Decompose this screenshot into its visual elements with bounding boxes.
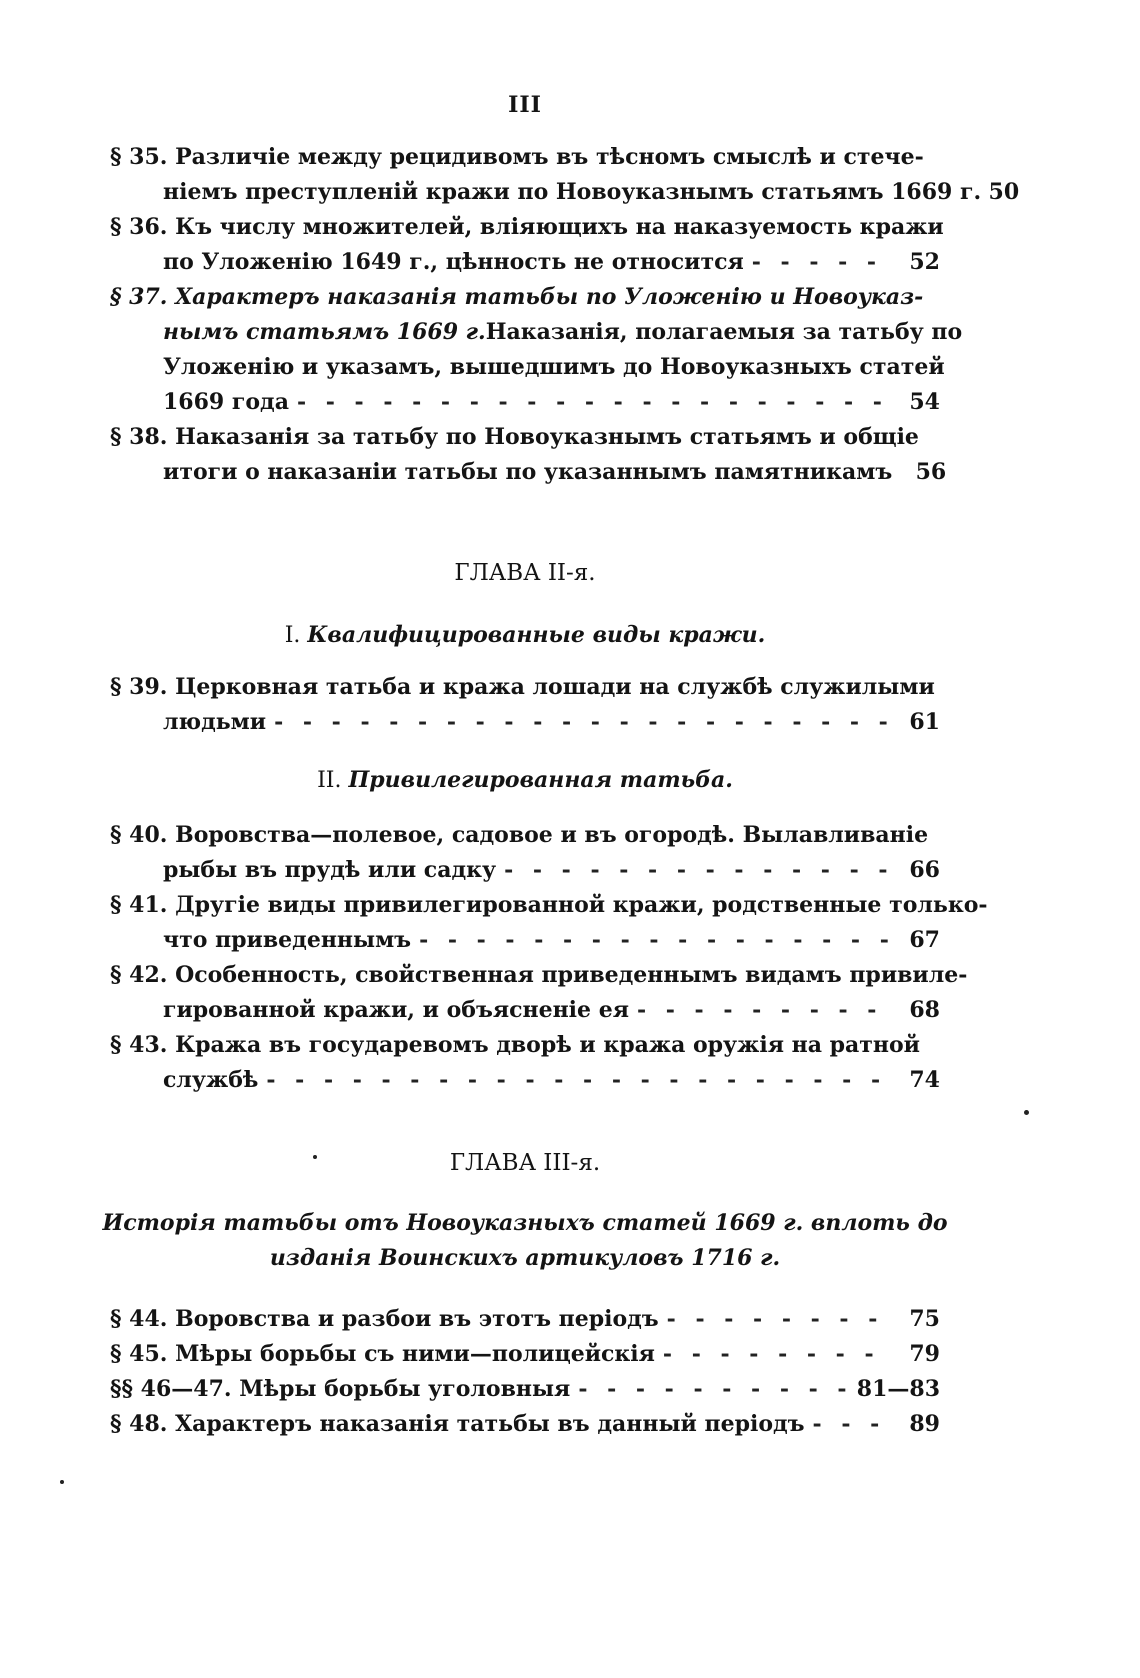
toc-block-2 — [110, 670, 940, 740]
section-title: Привилегированная татьба. — [348, 767, 733, 793]
toc-entry-39[interactable] — [110, 670, 940, 740]
entry-line: гированной кражи, и объясненіе ея — [163, 997, 629, 1023]
section-number: II. — [317, 768, 342, 793]
toc-entry-35[interactable] — [110, 140, 1020, 210]
entry-line: § 41. Другіе виды привилегированной кражи, родственные только- — [110, 892, 988, 918]
page-ref: 74 — [909, 1067, 940, 1093]
page-ref: 56 — [915, 459, 947, 485]
entry-line: людьми — [163, 709, 267, 735]
entry-line: ніемъ преступленій кражи по Новоуказнымъ статьямъ 1669 г. — [163, 179, 982, 205]
dot-leader — [637, 993, 894, 1028]
entry-line: §§ 46—47. Мѣры борьбы уголовныя — [110, 1376, 571, 1402]
entry-line: 1669 года — [163, 389, 289, 415]
entry-line: службѣ — [163, 1067, 259, 1093]
toc-entry-37[interactable] — [110, 280, 963, 420]
dot-leader — [419, 923, 894, 958]
entry-line: § 42. Особенность, свойственная приведеннымъ видамъ привиле- — [110, 962, 968, 988]
entry-line: § 45. Мѣры борьбы съ ними—полицейскія — [110, 1341, 655, 1367]
toc-entry-40[interactable] — [110, 818, 940, 888]
print-speck — [313, 1155, 317, 1159]
entry-line: § 40. Воровства—полевое, садовое и въ огородѣ. Вылавливаніе — [110, 822, 929, 848]
entry-line: по Уложенію 1649 г., цѣнность не относится — [163, 249, 744, 275]
section-number: I. — [284, 623, 301, 648]
entry-line-italic: нымъ статьямъ 1669 г. — [163, 319, 486, 345]
dot-leader — [274, 705, 894, 740]
chapter-3-heading: ГЛАВА III-я. — [449, 1150, 601, 1176]
toc-entry-43[interactable] — [110, 1028, 940, 1098]
toc-entry-48[interactable] — [110, 1407, 940, 1442]
section-2-heading — [0, 767, 1050, 793]
page-number: III — [508, 92, 542, 118]
print-speck — [60, 1480, 64, 1484]
dot-leader — [504, 853, 894, 888]
entry-line: рыбы въ прудѣ или садку — [163, 857, 497, 883]
chapter-3-subtitle-line-2: изданія Воинскихъ артикуловъ 1716 г. — [269, 1245, 781, 1271]
entry-line: § 43. Кража въ государевомъ дворѣ и кража оружія на ратной — [110, 1032, 921, 1058]
page-ref: 89 — [909, 1411, 940, 1437]
entry-line: итоги о наказаніи татьбы по указаннымъ памятникамъ — [163, 459, 893, 485]
dot-leader — [266, 1063, 894, 1098]
dot-leader — [813, 1407, 894, 1442]
dot-leader — [663, 1337, 894, 1372]
entry-line: § 44. Воровства и разбои въ этотъ періодъ — [110, 1306, 659, 1332]
toc-block-4 — [110, 1302, 940, 1442]
page-ref: 68 — [909, 997, 940, 1023]
chapter-3-subtitle-2 — [0, 1245, 1050, 1271]
entry-line-italic: § 37. Характеръ наказанія татьбы по Уложенію и Новоуказ- — [110, 284, 924, 310]
page-ref: 66 — [909, 857, 940, 883]
toc-entry-45[interactable] — [110, 1337, 940, 1372]
entry-line: Уложенію и указамъ, вышедшимъ до Новоуказныхъ статей — [163, 354, 945, 380]
page-ref: 61 — [909, 709, 940, 735]
chapter-3-subtitle-1 — [0, 1210, 1050, 1236]
dot-leader — [578, 1372, 846, 1407]
section-title: Квалифицированные виды кражи. — [307, 622, 766, 648]
dot-leader — [667, 1302, 894, 1337]
page-ref: 50 — [988, 179, 1020, 205]
toc-entry-38[interactable] — [110, 420, 947, 490]
toc-entry-36[interactable] — [110, 210, 944, 280]
toc-entry-42[interactable] — [110, 958, 968, 1028]
entry-line: Наказанія, полагаемыя за татьбу по — [485, 319, 963, 345]
dot-leader — [752, 245, 894, 280]
toc-block-3 — [110, 818, 988, 1098]
page-ref: 79 — [909, 1341, 940, 1367]
dot-leader — [297, 385, 894, 420]
page-ref: 67 — [909, 927, 940, 953]
chapter-3-subtitle-line-1: Исторія татьбы отъ Новоуказныхъ статей 1669 г. вплоть до — [102, 1210, 948, 1236]
chapter-2-heading: ГЛАВА II-я. — [454, 560, 596, 586]
entry-line: § 38. Наказанія за татьбу по Новоуказнымъ статьямъ и общіе — [110, 424, 919, 450]
page-ref: 81—83 — [856, 1376, 940, 1402]
entry-line: § 35. Различіе между рецидивомъ въ тѣсномъ смыслѣ и стече- — [110, 144, 924, 170]
page-ref: 54 — [909, 389, 940, 415]
entry-line: § 36. Къ числу множителей, вліяющихъ на наказуемость кражи — [110, 214, 944, 240]
section-1-heading — [0, 622, 1050, 648]
toc-block-1 — [110, 140, 1020, 490]
page-ref: 52 — [909, 249, 940, 275]
print-speck — [1024, 1110, 1029, 1115]
toc-entry-44[interactable] — [110, 1302, 940, 1337]
entry-line: § 48. Характеръ наказанія татьбы въ данный періодъ — [110, 1411, 805, 1437]
entry-line: что приведеннымъ — [163, 927, 412, 953]
entry-line: § 39. Церковная татьба и кража лошади на службѣ служилыми — [110, 674, 935, 700]
page-ref: 75 — [909, 1306, 940, 1332]
toc-entry-46-47[interactable] — [110, 1372, 940, 1407]
toc-entry-41[interactable] — [110, 888, 988, 958]
